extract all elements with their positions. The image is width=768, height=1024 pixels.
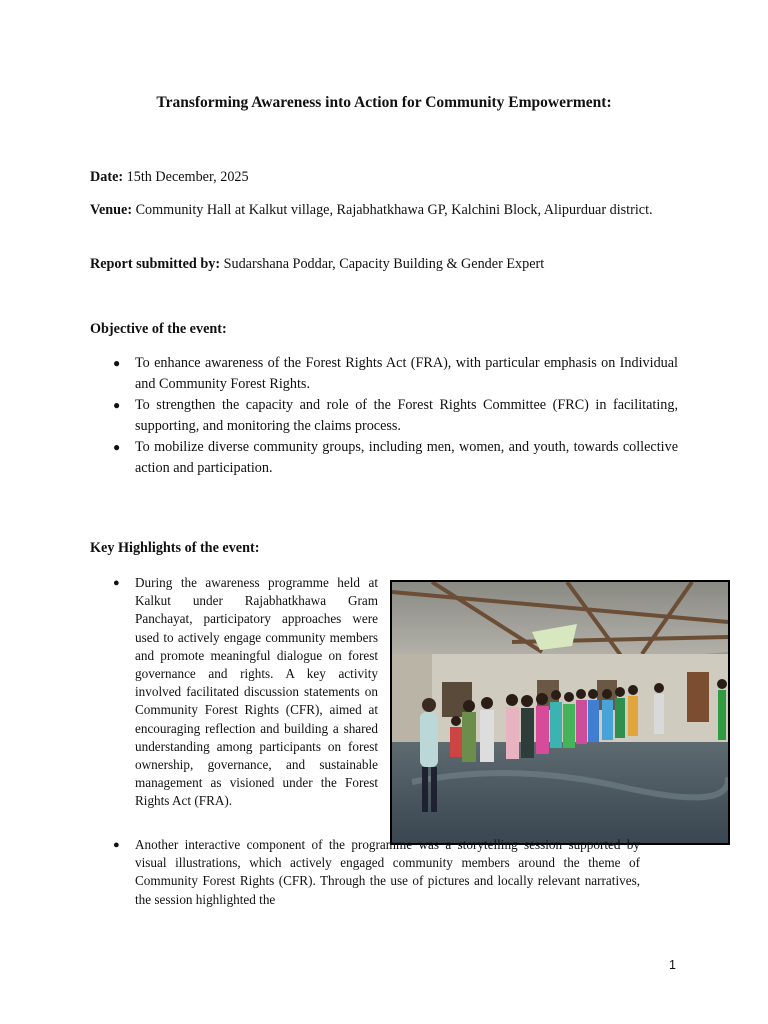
objective-item bbox=[90, 395, 678, 437]
highlights-heading: Key Highlights of the event: bbox=[90, 540, 260, 556]
objective-item bbox=[90, 353, 678, 395]
bullet-icon: ● bbox=[113, 356, 121, 370]
report-value: Sudarshana Poddar, Capacity Building & Gender Expert bbox=[220, 256, 545, 272]
objective-item-text: To enhance awareness of the Forest Rights Act (FRA), with particular emphasis on Individual and Community Forest Rights. bbox=[135, 355, 678, 392]
highlight-item-text: During the awareness programme held at Kalkut under Rajabhatkhawa Gram Panchayat, participatory approaches were used to actively engage community members and promote meaningful dialogue on forest governance and rights. A key activity involved facilitated discussion statements on Community Forest Rights (CFR), aimed at encouraging reflection and building a shared understanding among participants on forest ownership, governance, and sustainable management as visioned under the Forest Rights Act (FRA). bbox=[135, 575, 378, 809]
highlight-item bbox=[90, 836, 640, 909]
bullet-icon: ● bbox=[113, 398, 121, 412]
objective-item bbox=[90, 437, 678, 479]
date-line bbox=[90, 167, 678, 188]
page-title: Transforming Awareness into Action for Community Empowerment: bbox=[156, 94, 612, 111]
objective-list bbox=[90, 353, 678, 479]
event-photo bbox=[390, 580, 730, 845]
report-line bbox=[90, 254, 678, 275]
objective-item-text: To mobilize diverse community groups, including men, women, and youth, towards collective action and participation. bbox=[135, 439, 678, 476]
venue-value: Community Hall at Kalkut village, Rajabhatkhawa GP, Kalchini Block, Alipurduar district. bbox=[132, 202, 653, 218]
page-number: 1 bbox=[669, 958, 676, 972]
venue-line bbox=[90, 200, 678, 221]
bullet-icon: ● bbox=[113, 577, 120, 589]
bullet-icon: ● bbox=[113, 440, 121, 454]
venue-label: Venue: bbox=[90, 202, 133, 218]
highlight-item bbox=[90, 574, 378, 811]
report-label: Report submitted by: bbox=[90, 256, 221, 272]
highlight-item-text: Another interactive component of the programme was a storytelling session supported by visual illustrations, which actively engaged community members around the theme of Community Forest Rights (CFR). Through the use of pictures and locally relevant narratives, the session highlighted the bbox=[135, 837, 640, 907]
bullet-icon: ● bbox=[113, 839, 120, 851]
date-label: Date: bbox=[90, 169, 124, 185]
event-photo-illustration bbox=[392, 582, 728, 843]
objective-heading: Objective of the event: bbox=[90, 321, 227, 337]
date-value: 15th December, 2025 bbox=[123, 169, 249, 185]
objective-item-text: To strengthen the capacity and role of the Forest Rights Committee (FRC) in facilitating, supporting, and monitoring the claims process. bbox=[135, 397, 678, 434]
